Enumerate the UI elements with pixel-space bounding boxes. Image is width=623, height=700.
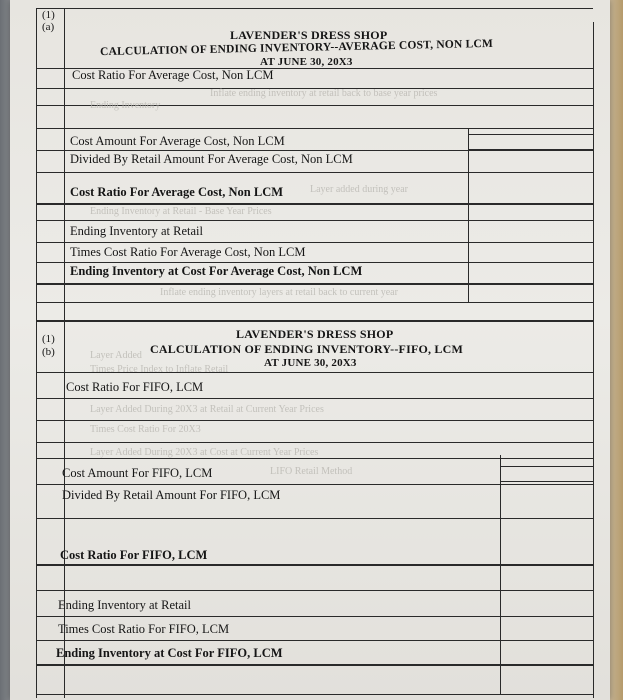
section-a-ending-retail: Ending Inventory at Retail <box>70 224 203 238</box>
bleed-through-text: Ending Inventory at Retail - Base Year Prices <box>90 206 272 217</box>
section-a-top-border <box>36 8 593 9</box>
section-b-row-rule <box>36 664 593 666</box>
section-a-cost-amount-cell <box>468 134 594 150</box>
section-b-cost-ratio-heading: Cost Ratio For FIFO, LCM <box>66 380 204 394</box>
bleed-through-text: Layer Added During 20X3 at Retail at Current Year Prices <box>90 404 324 415</box>
amount-column-divider <box>468 128 469 303</box>
section-a-row-rule <box>36 283 593 285</box>
section-b-cost-amount-cell <box>500 466 594 482</box>
section-b-row-rule <box>36 640 593 641</box>
section-b-row-rule <box>36 518 593 519</box>
section-a-title-line3: AT JUNE 30, 20X3 <box>260 56 353 68</box>
section-a-title-line1: LAVENDER'S DRESS SHOP <box>230 28 388 42</box>
section-a-divided-by: Divided By Retail Amount For Average Cost, Non LCM <box>70 152 353 166</box>
worksheet-page <box>10 0 610 700</box>
bleed-through-text: Ending Inventory <box>90 100 161 111</box>
section-a-cost-ratio-result: Cost Ratio For Average Cost, Non LCM <box>70 185 284 199</box>
section-b-times-ratio: Times Cost Ratio For FIFO, LCM <box>58 622 230 636</box>
section-a-label-num: (1) <box>42 9 55 21</box>
section-b-ending-retail: Ending Inventory at Retail <box>58 598 191 612</box>
section-a-row-rule <box>36 242 593 243</box>
bleed-through-text: Inflate ending inventory layers at retail back to current year <box>160 287 398 298</box>
section-a-end-rule <box>36 320 593 322</box>
section-a-times-ratio: Times Cost Ratio For Average Cost, Non LCM <box>70 245 306 259</box>
bleed-through-text: Layer Added <box>90 350 142 361</box>
section-b-cost-amount: Cost Amount For FIFO, LCM <box>62 466 213 480</box>
section-a-cost-amount: Cost Amount For Average Cost, Non LCM <box>70 134 285 148</box>
section-b-ending-cost: Ending Inventory at Cost For FIFO, LCM <box>56 646 283 660</box>
section-a-ending-cost: Ending Inventory at Cost For Average Cost, Non LCM <box>70 264 363 278</box>
section-a-cost-ratio-heading: Cost Ratio For Average Cost, Non LCM <box>72 68 274 82</box>
section-b-row-rule <box>36 420 593 421</box>
section-b-title-line2: CALCULATION OF ENDING INVENTORY--FIFO, LCM <box>150 342 463 356</box>
label-column-divider <box>64 8 65 698</box>
bleed-through-text: LIFO Retail Method <box>270 466 353 477</box>
section-b-header-rule <box>36 372 593 373</box>
section-a-title-line2: CALCULATION OF ENDING INVENTORY--AVERAGE COST, NON LCM <box>99 37 494 59</box>
section-b-bottom-rule <box>36 694 593 695</box>
section-a-label-letter: (a) <box>42 21 55 33</box>
left-border <box>36 8 37 698</box>
section-b-title-line3: AT JUNE 30, 20X3 <box>264 357 357 369</box>
section-a-blank-row-3 <box>36 128 593 129</box>
section-b-row-rule <box>36 484 593 485</box>
section-b-row-rule <box>36 398 593 399</box>
bleed-through-text: Times Cost Ratio For 20X3 <box>90 424 201 435</box>
section-a-row-rule <box>36 203 593 205</box>
section-a-row-rule <box>36 262 593 263</box>
bleed-through-text: Layer added during year <box>310 184 409 195</box>
bleed-through-text: Inflate ending inventory at retail back to base year prices <box>210 88 438 99</box>
section-b-title-line1: LAVENDER'S DRESS SHOP <box>236 327 394 341</box>
section-b-row-rule <box>36 616 593 617</box>
section-b-row-rule <box>36 564 593 566</box>
bleed-through-text: Times Price Index to Inflate Retail <box>90 364 229 375</box>
amount-column-divider-b <box>500 455 501 695</box>
section-b-label-num: (1) <box>42 333 55 345</box>
section-b-row-rule <box>36 458 593 459</box>
section-b-row-rule <box>36 590 593 591</box>
section-b-divided-by: Divided By Retail Amount For FIFO, LCM <box>62 488 281 502</box>
section-a-row-rule <box>36 220 593 221</box>
section-a-row-rule <box>36 150 593 151</box>
section-b-label-letter: (b) <box>42 346 55 358</box>
section-b-row-rule <box>36 442 593 443</box>
section-b-cost-ratio-result: Cost Ratio For FIFO, LCM <box>60 548 208 562</box>
section-a-bottom-rule <box>36 302 593 303</box>
right-border <box>593 22 594 698</box>
bleed-through-text: Layer Added During 20X3 at Cost at Current Year Prices <box>90 447 319 458</box>
section-a-row-rule <box>36 172 593 173</box>
